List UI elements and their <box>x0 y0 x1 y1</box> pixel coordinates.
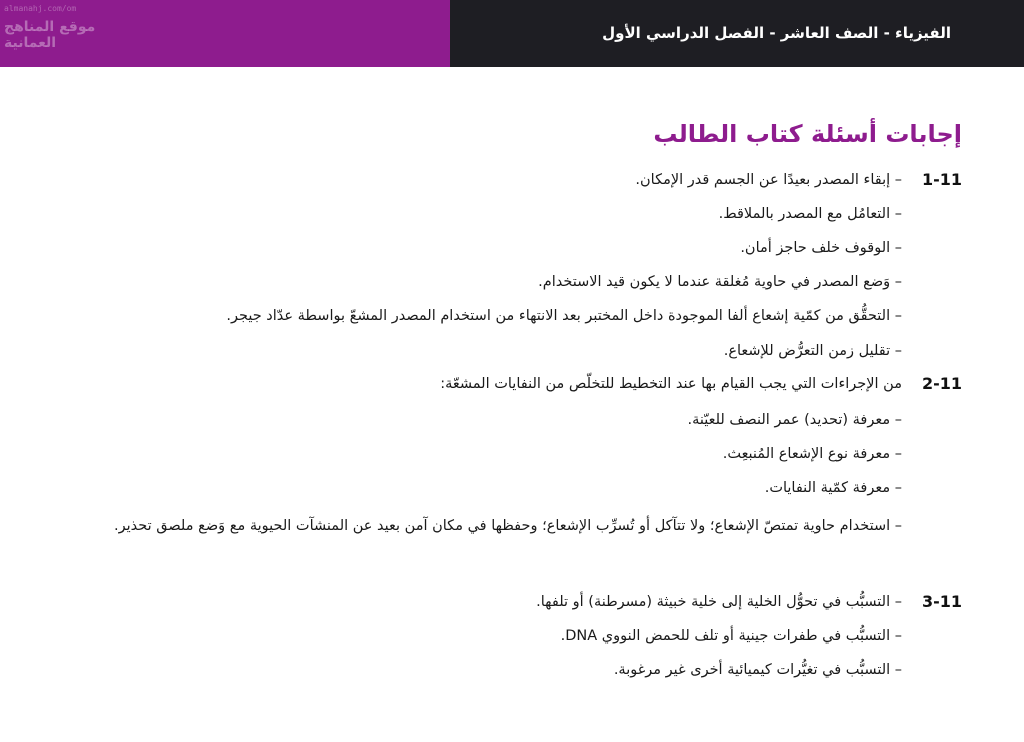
answer-line: – التسبُّب في طفرات جينية أو تلف للحمض النووي DNA. <box>560 628 902 644</box>
header-brand-band <box>0 0 450 67</box>
answer-line: – الوقوف خلف حاجز أمان. <box>740 240 902 256</box>
answer-line: – معرفة (تحديد) عمر النصف للعيّنة. <box>687 412 902 428</box>
page-header <box>0 0 1024 67</box>
question-number: 1-11 <box>921 170 962 189</box>
answer-line: – التسبُّب في تحوُّل الخلية إلى خلية خبيثة (مسرطنة) أو تلفها. <box>536 594 902 610</box>
header-title-band <box>450 0 1024 67</box>
watermark-url: almanahj.com/om <box>4 4 77 13</box>
answer-line: – معرفة كمّية النفايات. <box>764 480 902 496</box>
answer-line: – التعامُل مع المصدر بالملاقط. <box>718 206 902 222</box>
header-title: الفيزياء - الصف العاشر - الفصل الدراسي الأول <box>602 24 951 42</box>
answer-line: – التسبُّب في تغيُّرات كيميائية أخرى غير مرغوبة. <box>613 662 902 678</box>
answer-line: – التحقُّق من كمّية إشعاع ألفا الموجودة داخل المختبر بعد الانتهاء من استخدام المصدر المشعّ بواسطة عدّاد جيجر. <box>226 308 902 324</box>
question-intro: من الإجراءات التي يجب القيام بها عند التخطيط للتخلّص من النفايات المشعّة: <box>440 376 902 392</box>
question-number: 2-11 <box>921 374 962 393</box>
watermark-logo-text: موقع المناهج العمانية <box>4 19 96 51</box>
question-number: 3-11 <box>921 592 962 611</box>
answer-line: – وَضع المصدر في حاوية مُغلقة عندما لا يكون قيد الاستخدام. <box>538 274 902 290</box>
page-title: إجابات أسئلة كتاب الطالب <box>653 120 962 148</box>
answer-line: – إبقاء المصدر بعيدًا عن الجسم قدر الإمكان. <box>635 172 902 188</box>
answer-line: – معرفة نوع الإشعاع المُنبعِث. <box>722 446 902 462</box>
answer-line: – تقليل زمن التعرُّض للإشعاع. <box>723 343 902 359</box>
watermark-logo <box>4 2 104 62</box>
answer-line: – استخدام حاوية تمتصّ الإشعاع؛ ولا تتآكل أو تُسرِّب الإشعاع؛ وحفظها في مكان آمن بعيد عن المنشآت الحيوية مع وَضع ملصق تحذير. <box>114 518 902 534</box>
